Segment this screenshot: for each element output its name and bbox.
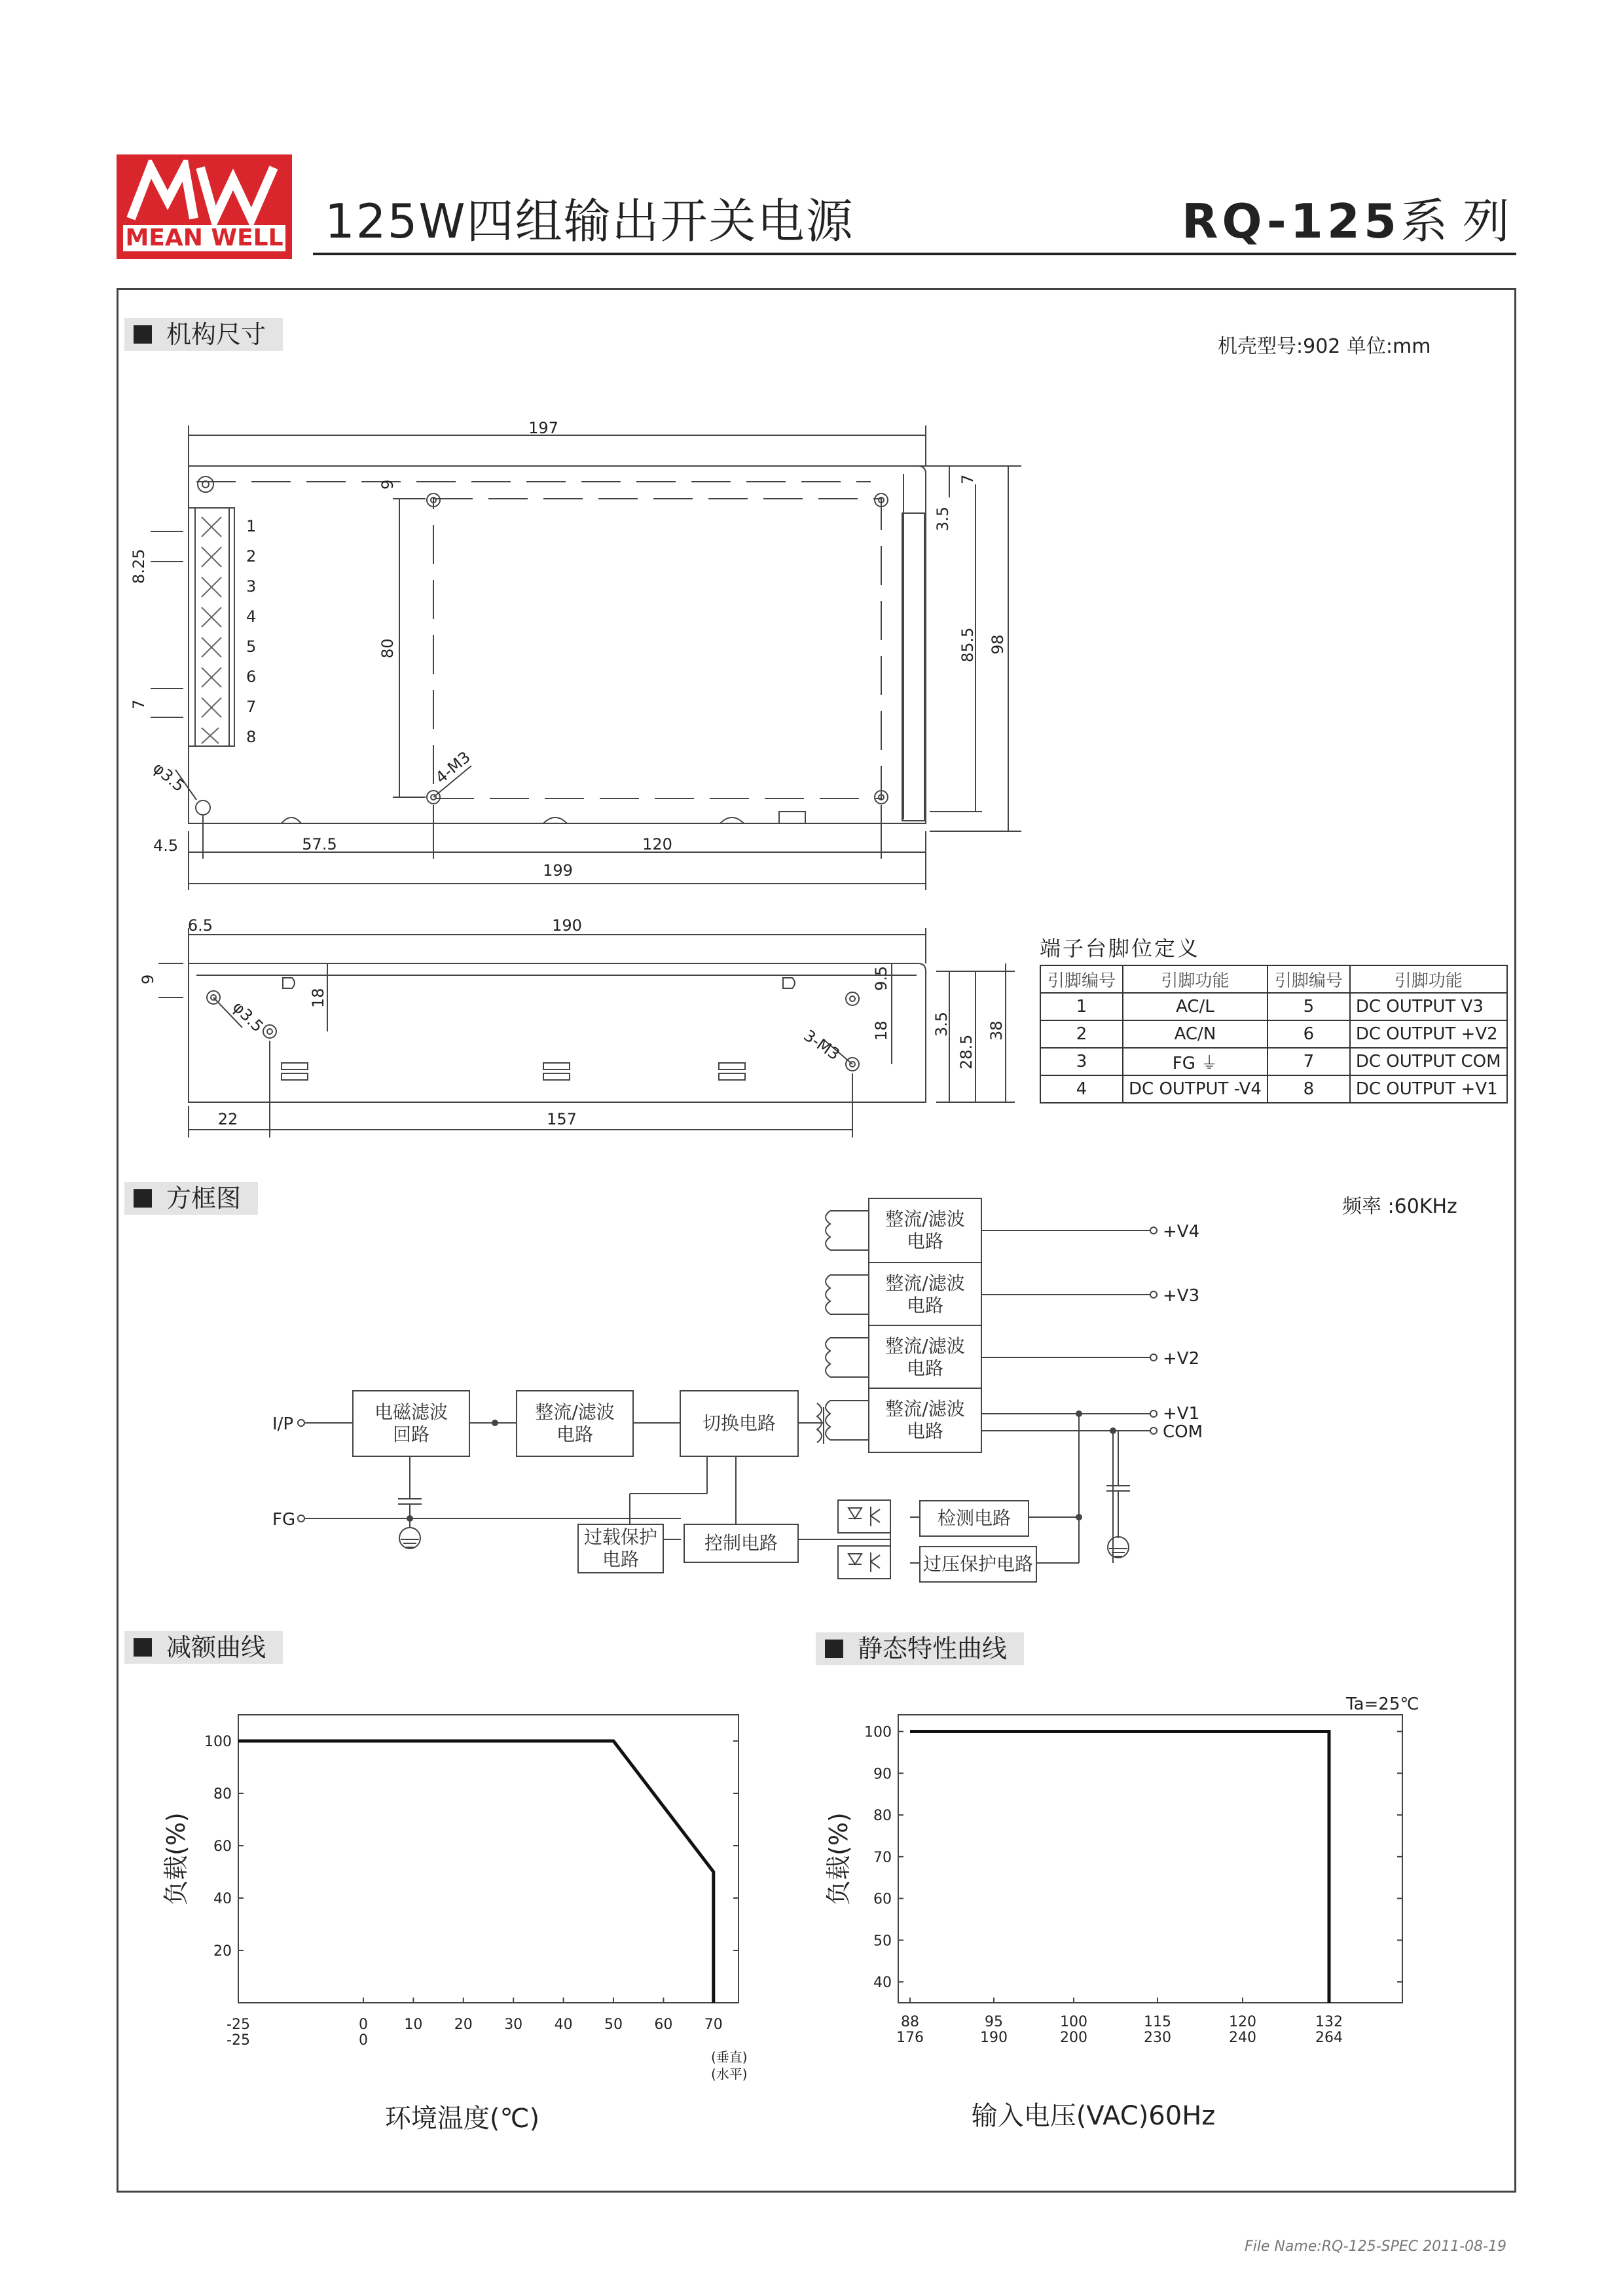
static-y-tick-label: 60 bbox=[873, 1891, 892, 1908]
derating-x-tick-label: 70 bbox=[704, 2017, 723, 2033]
header-pin-func-2: 引脚功能 bbox=[1350, 965, 1507, 993]
derating-x-label: 环境温度(℃) bbox=[384, 2104, 540, 2134]
table-cell: DC OUTPUT +V1 bbox=[1350, 1075, 1507, 1103]
derating-note-horizontal: (水平) bbox=[711, 2066, 748, 2082]
case-info: 机壳型号:902 单位:mm bbox=[1218, 335, 1431, 358]
static-x-tick-label: 132 bbox=[1315, 2014, 1343, 2030]
dim-3-5-side: 3.5 bbox=[932, 1011, 951, 1037]
control-circuit-block: 控制电路 bbox=[684, 1524, 799, 1563]
table-row bbox=[1040, 1020, 1507, 1048]
dim-120: 120 bbox=[642, 835, 672, 853]
series-suffix: 系 列 bbox=[1400, 194, 1510, 249]
header-pin-no: 引脚编号 bbox=[1040, 965, 1123, 993]
static-x-tick-label: 95 bbox=[985, 2014, 1003, 2030]
dim-hole-3-5: φ3.5 bbox=[149, 759, 189, 796]
derating-x-tick-label-horizontal: -25 bbox=[227, 2032, 250, 2049]
static-x-tick-label: 100 bbox=[1060, 2014, 1087, 2030]
dim-18-left: 18 bbox=[309, 988, 327, 1008]
static-x-tick-label-230v: 200 bbox=[1060, 2030, 1087, 2046]
dim-80: 80 bbox=[378, 638, 397, 658]
ovp-circuit-block: 过压保护电路 bbox=[919, 1546, 1037, 1583]
terminal-3: 3 bbox=[246, 577, 257, 596]
dim-hole-3-5-side: φ3.5 bbox=[228, 997, 267, 1036]
derating-x-tick-label-horizontal: 0 bbox=[359, 2032, 368, 2049]
terminal-6: 6 bbox=[246, 668, 257, 686]
emi-filter-block: 电磁滤波 回路 bbox=[352, 1390, 470, 1457]
terminal-8: 8 bbox=[246, 728, 257, 746]
static-y-tick-label: 50 bbox=[873, 1933, 892, 1950]
derating-y-tick-label: 100 bbox=[204, 1734, 232, 1750]
dim-197: 197 bbox=[528, 419, 558, 437]
dim-38: 38 bbox=[987, 1020, 1006, 1041]
dim-57-5: 57.5 bbox=[302, 835, 337, 853]
static-characteristic-chart bbox=[812, 1689, 1473, 2147]
derating-y-tick-label: 20 bbox=[213, 1943, 232, 1960]
table-cell: AC/L bbox=[1123, 993, 1267, 1020]
dim-28-5: 28.5 bbox=[957, 1034, 976, 1069]
input-ip-label: I/P bbox=[272, 1414, 294, 1434]
table-row bbox=[1040, 993, 1507, 1020]
derating-chart bbox=[151, 1689, 779, 2147]
terminal-2: 2 bbox=[246, 547, 257, 565]
section-derating: 减额曲线 bbox=[124, 1631, 283, 1664]
static-plot-frame bbox=[898, 1715, 1402, 2003]
dim-9-side: 9 bbox=[139, 974, 157, 984]
derating-note-vertical: (垂直) bbox=[711, 2049, 748, 2065]
static-x-tick-label-230v: 190 bbox=[980, 2030, 1008, 2046]
overload-protection-block: 过载保护 电路 bbox=[577, 1524, 664, 1573]
static-y-label: 负载(%) bbox=[824, 1812, 853, 1905]
dim-18-right: 18 bbox=[872, 1020, 890, 1041]
section-block-diagram: 方框图 bbox=[124, 1182, 258, 1215]
table-cell: 8 bbox=[1267, 1075, 1350, 1103]
output-rectifier-v3: 整流/滤波 电路 bbox=[868, 1262, 982, 1327]
output-v4-label: +V4 bbox=[1163, 1222, 1200, 1242]
output-rectifier-v4: 整流/滤波 电路 bbox=[868, 1198, 982, 1263]
derating-plot-frame bbox=[238, 1715, 739, 2003]
dim-199: 199 bbox=[543, 861, 573, 880]
output-rectifier-v1: 整流/滤波 电路 bbox=[868, 1388, 982, 1453]
derating-x-tick-label: 10 bbox=[404, 2017, 423, 2033]
table-cell: DC OUTPUT COM bbox=[1350, 1048, 1507, 1075]
static-y-tick-label: 100 bbox=[864, 1724, 892, 1741]
derating-x-tick-label: 30 bbox=[504, 2017, 523, 2033]
terminal-1: 1 bbox=[246, 517, 257, 535]
static-y-tick-label: 80 bbox=[873, 1808, 892, 1825]
table-cell: 7 bbox=[1267, 1048, 1350, 1075]
dim-7-side: 7 bbox=[130, 699, 148, 709]
table-cell: 6 bbox=[1267, 1020, 1350, 1048]
static-curve bbox=[910, 1732, 1329, 2003]
table-row bbox=[1040, 1048, 1507, 1075]
switching-block: 切换电路 bbox=[680, 1390, 799, 1457]
table-cell: DC OUTPUT V3 bbox=[1350, 993, 1507, 1020]
terminal-4: 4 bbox=[246, 607, 257, 626]
derating-curve bbox=[238, 1741, 714, 2003]
static-x-tick-label: 120 bbox=[1229, 2014, 1256, 2030]
derating-x-tick-label: -25 bbox=[227, 2017, 250, 2033]
dim-4-5: 4.5 bbox=[153, 836, 179, 855]
table-row bbox=[1040, 1075, 1507, 1103]
terminal-5: 5 bbox=[246, 637, 257, 656]
derating-y-tick-label: 60 bbox=[213, 1839, 232, 1855]
static-x-tick-label: 88 bbox=[901, 2014, 919, 2030]
output-v3-label: +V3 bbox=[1163, 1286, 1200, 1306]
logo-brand-text: MEAN WELL bbox=[123, 225, 285, 251]
dim-157: 157 bbox=[547, 1110, 577, 1128]
table-cell: AC/N bbox=[1123, 1020, 1267, 1048]
output-rectifier-v2: 整流/滤波 电路 bbox=[868, 1325, 982, 1390]
frequency-label: 频率 :60KHz bbox=[1342, 1195, 1457, 1218]
dim-8-25: 8.25 bbox=[130, 548, 148, 584]
output-com-label: COM bbox=[1163, 1422, 1203, 1442]
derating-y-tick-label: 40 bbox=[213, 1891, 232, 1907]
pin-table-caption: 端子台脚位定义 bbox=[1040, 936, 1201, 961]
pin-definition-table bbox=[1040, 965, 1508, 1103]
input-fg-label: FG bbox=[272, 1510, 296, 1530]
derating-y-tick-label: 80 bbox=[213, 1786, 232, 1803]
dim-98: 98 bbox=[989, 634, 1007, 655]
footer-filename: File Name:RQ-125-SPEC 2011-08-19 bbox=[1245, 2238, 1506, 2255]
dim-22: 22 bbox=[217, 1110, 238, 1128]
terminal-7: 7 bbox=[246, 698, 257, 716]
derating-x-tick-label: 60 bbox=[654, 2017, 673, 2033]
dim-4-m3: 4-M3 bbox=[431, 747, 474, 787]
table-cell: FG ⏚ bbox=[1123, 1048, 1267, 1075]
dim-3-5-top: 3.5 bbox=[934, 506, 952, 531]
static-x-tick-label-230v: 264 bbox=[1315, 2030, 1343, 2046]
table-cell: 2 bbox=[1040, 1020, 1123, 1048]
output-v2-label: +V2 bbox=[1163, 1349, 1200, 1369]
static-annotation: Ta=25℃ bbox=[1346, 1695, 1419, 1714]
static-x-tick-label-230v: 240 bbox=[1229, 2030, 1256, 2046]
derating-x-tick-label: 20 bbox=[454, 2017, 473, 2033]
model-name: RQ-125 bbox=[1181, 194, 1401, 249]
table-cell: 5 bbox=[1267, 993, 1350, 1020]
static-y-tick-label: 70 bbox=[873, 1849, 892, 1866]
static-x-label: 输入电压(VAC)60Hz bbox=[971, 2101, 1216, 2131]
table-cell: DC OUTPUT -V4 bbox=[1123, 1075, 1267, 1103]
static-y-tick-label: 90 bbox=[873, 1766, 892, 1783]
static-x-tick-label-230v: 230 bbox=[1144, 2030, 1171, 2046]
header-pin-func: 引脚功能 bbox=[1123, 965, 1267, 993]
block-diagram-wires bbox=[0, 1165, 1623, 1597]
dim-9: 9 bbox=[378, 479, 397, 490]
dim-190: 190 bbox=[552, 916, 582, 935]
table-header-row bbox=[1040, 965, 1507, 993]
static-y-tick-label: 40 bbox=[873, 1975, 892, 1992]
static-x-tick-label-230v: 176 bbox=[896, 2030, 924, 2046]
dim-9-5: 9.5 bbox=[872, 965, 890, 991]
table-cell: 4 bbox=[1040, 1075, 1123, 1103]
section-static: 静态特性曲线 bbox=[816, 1632, 1024, 1665]
dim-7-top: 7 bbox=[958, 474, 977, 484]
table-cell: DC OUTPUT +V2 bbox=[1350, 1020, 1507, 1048]
derating-x-tick-label: 40 bbox=[554, 2017, 573, 2033]
detection-circuit-block: 检测电路 bbox=[919, 1500, 1029, 1537]
derating-x-tick-label: 0 bbox=[359, 2017, 368, 2033]
section-mechanical: 机构尺寸 bbox=[124, 318, 283, 351]
dim-6-5: 6.5 bbox=[187, 916, 213, 935]
page-title: 125W四组输出开关电源 bbox=[325, 194, 854, 249]
dim-85-5: 85.5 bbox=[958, 627, 977, 662]
derating-y-label: 负载(%) bbox=[162, 1812, 191, 1905]
table-cell: 1 bbox=[1040, 993, 1123, 1020]
output-v1-label: +V1 bbox=[1163, 1404, 1200, 1424]
input-rectifier-block: 整流/滤波 电路 bbox=[516, 1390, 634, 1457]
header-pin-no-2: 引脚编号 bbox=[1267, 965, 1350, 993]
derating-x-tick-label: 50 bbox=[604, 2017, 623, 2033]
dim-3-m3: 3-M3 bbox=[800, 1026, 843, 1064]
table-cell: 3 bbox=[1040, 1048, 1123, 1075]
static-x-tick-label: 115 bbox=[1144, 2014, 1171, 2030]
